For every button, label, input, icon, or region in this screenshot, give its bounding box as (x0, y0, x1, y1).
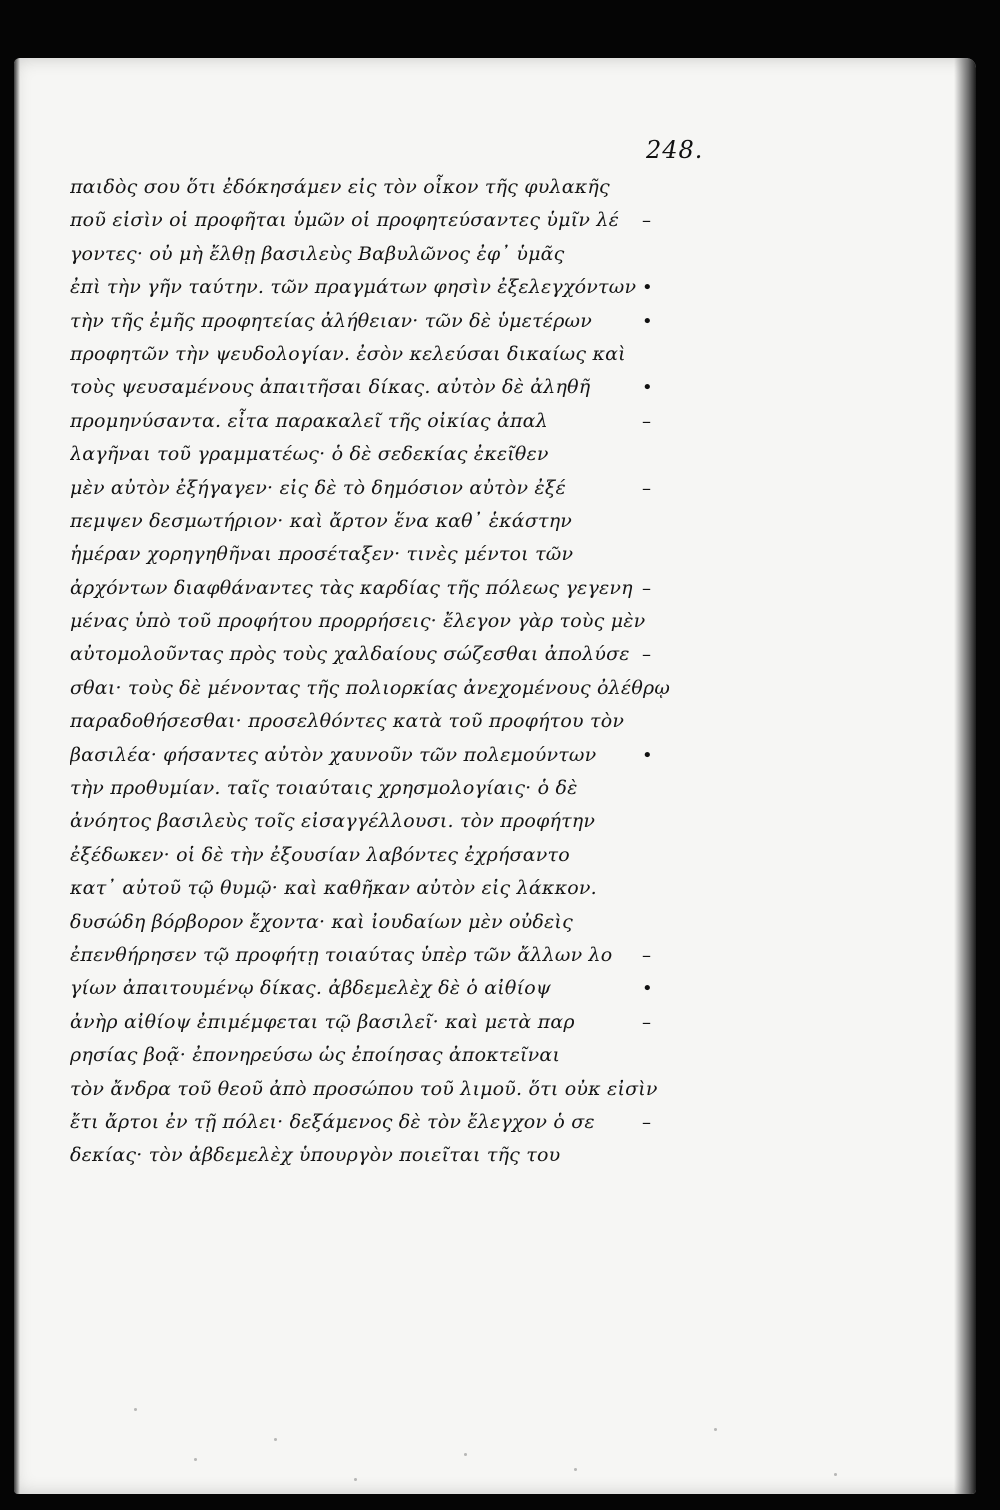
margin-mark (642, 672, 682, 705)
text-line: ἐξέδωκεν· οἱ δὲ τὴν ἐξουσίαν λαβόντες ἐχρήσαντο (70, 843, 570, 866)
margin-mark (642, 872, 682, 905)
text-line: ἐπενθήρησεν τῷ προφήτῃ τοιαύτας ὑπὲρ τῶν ἄλλων λο (70, 943, 613, 966)
paper-speck (464, 1453, 467, 1456)
text-line: ἡμέραν χορηγηθῆναι προσέταξεν· τινὲς μέντοι τῶν (70, 543, 574, 566)
margin-mark: – (642, 410, 651, 432)
text-line: δεκίας· τὸν ἀβδεμελὲχ ὑπουργὸν ποιεῖται τῆς του (70, 1144, 561, 1167)
text-line: γοντες· οὐ μὴ ἔλθῃ βασιλεὺς Βαβυλῶνος ἐφ᾽ ὑμᾶς (70, 242, 565, 265)
text-line: δυσώδη βόρβορον ἔχοντα· καὶ ἰουδαίων μὲν οὐδεὶς (70, 910, 573, 933)
margin-mark: – (642, 1111, 651, 1133)
margin-mark: – (642, 944, 651, 966)
margin-mark (642, 505, 682, 538)
paper-speck (714, 1428, 717, 1431)
text-line: ποῦ εἰσὶν οἱ προφῆται ὑμῶν οἱ προφητεύσαντες ὑμῖν λέ (70, 209, 619, 232)
paper-speck (834, 1473, 837, 1476)
paper-speck (134, 1408, 137, 1411)
text-line: ρησίας βοᾷ· ἐπονηρεύσω ὡς ἐποίησας ἀποκτεῖναι (70, 1044, 561, 1067)
text-line: μὲν αὐτὸν ἐξήγαγεν· εἰς δὲ τὸ δημόσιον αὐτὸν ἐξέ (70, 476, 566, 499)
text-line: παιδὸς σου ὅτι ἐδόκησάμεν εἰς τὸν οἶκον τῆς φυλακῆς (70, 176, 610, 198)
text-line: ἀρχόντων διαφθάναντες τὰς καρδίας τῆς πόλεως γεγενη (70, 576, 633, 599)
margin-mark (642, 839, 682, 872)
margin-mark (642, 605, 682, 638)
manuscript-page (14, 58, 976, 1494)
margin-mark (642, 171, 682, 204)
margin-mark (642, 538, 682, 571)
margin-mark (642, 238, 682, 271)
margin-mark (642, 705, 682, 738)
text-line: προμηνύσαντα. εἶτα παρακαλεῖ τῆς οἰκίας ἀπαλ (70, 409, 548, 432)
text-line: πεμψεν δεσμωτήριον· καὶ ἄρτον ἕνα καθ᾽ ἑκάστην (70, 509, 573, 532)
margin-mark: – (642, 577, 651, 599)
margin-mark: • (642, 310, 653, 332)
paper-speck (194, 1458, 197, 1461)
text-line: ἔτι ἄρτοι ἐν τῇ πόλει· δεξάμενος δὲ τὸν ἔλεγχον ὁ σε (70, 1110, 595, 1133)
text-line: μένας ὑπὸ τοῦ προφήτου προρρήσεις· ἔλεγον γὰρ τοὺς μὲν (70, 610, 646, 633)
text-line: τοὺς ψευσαμένους ἀπαιτῆσαι δίκας. αὐτὸν δὲ ἀληθῆ (70, 376, 591, 399)
margin-mark (642, 906, 682, 939)
manuscript-text (70, 171, 670, 1173)
margin-mark: • (642, 377, 653, 399)
margin-mark: • (642, 277, 653, 299)
text-line: τὴν τῆς ἐμῆς προφητείας ἀλήθειαν· τῶν δὲ ὑμετέρων (70, 309, 593, 332)
text-line: σθαι· τοὺς δὲ μένοντας τῆς πολιορκίας ἀνεχομένους ὀλέθρῳ (70, 676, 670, 699)
margin-mark: • (642, 978, 653, 1000)
margin-mark (642, 805, 682, 838)
margin-mark (642, 338, 682, 371)
paper-speck (354, 1478, 357, 1481)
text-line: βασιλέα· φήσαντες αὐτὸν χαυνοῦν τῶν πολεμούντων (70, 743, 597, 766)
text-line: ἀνόητος βασιλεὺς τοῖς εἰσαγγέλλουσι. τὸν προφήτην (70, 810, 596, 833)
margin-mark: – (642, 644, 651, 666)
text-line: γίων ἀπαιτουμένῳ δίκας. ἀβδεμελὲχ δὲ ὁ αἰθίοψ (70, 977, 551, 1000)
margin-mark: – (642, 210, 651, 232)
paper-speck (574, 1468, 577, 1471)
text-line: προφητῶν τὴν ψευδολογίαν. ἐσὸν κελεύσαι δικαίως καὶ (70, 342, 626, 365)
margin-mark: • (642, 744, 653, 766)
text-line: παραδοθήσεσθαι· προσελθόντες κατὰ τοῦ προφήτου τὸν (70, 710, 625, 733)
text-line: τὸν ἄνδρα τοῦ θεοῦ ἀπὸ προσώπου τοῦ λιμοῦ. ὅτι οὐκ εἰσὶν (70, 1077, 658, 1100)
text-line: κατ᾽ αὐτοῦ τῷ θυμῷ· καὶ καθῆκαν αὐτὸν εἰς λάκκον. (70, 877, 597, 900)
text-line: τὴν προθυμίαν. ταῖς τοιαύταις χρησμολογίαις· ὁ δὲ (70, 777, 578, 800)
margin-mark (642, 438, 682, 471)
margin-mark: – (642, 477, 651, 499)
text-line: ἐπὶ τὴν γῆν ταύτην. τῶν πραγμάτων φησὶν ἐξελεγχόντων (70, 276, 637, 299)
text-line: αὐτομολοῦντας πρὸς τοὺς χαλδαίους σώζεσθαι ἀπολύσε (70, 643, 630, 666)
margin-mark (642, 772, 682, 805)
text-line: λαγῆναι τοῦ γραμματέως· ὁ δὲ σεδεκίας ἐκεῖθεν (70, 443, 549, 466)
margin-mark (642, 1139, 682, 1172)
folio-number: 248. (646, 136, 704, 164)
margin-mark: – (642, 1011, 651, 1033)
margin-mark (642, 1039, 682, 1072)
paper-speck (274, 1438, 277, 1441)
text-line: ἀνὴρ αἰθίοψ ἐπιμέμφεται τῷ βασιλεῖ· καὶ μετὰ παρ (70, 1010, 575, 1033)
margin-mark (642, 1073, 682, 1106)
margin-marks (642, 171, 682, 1173)
